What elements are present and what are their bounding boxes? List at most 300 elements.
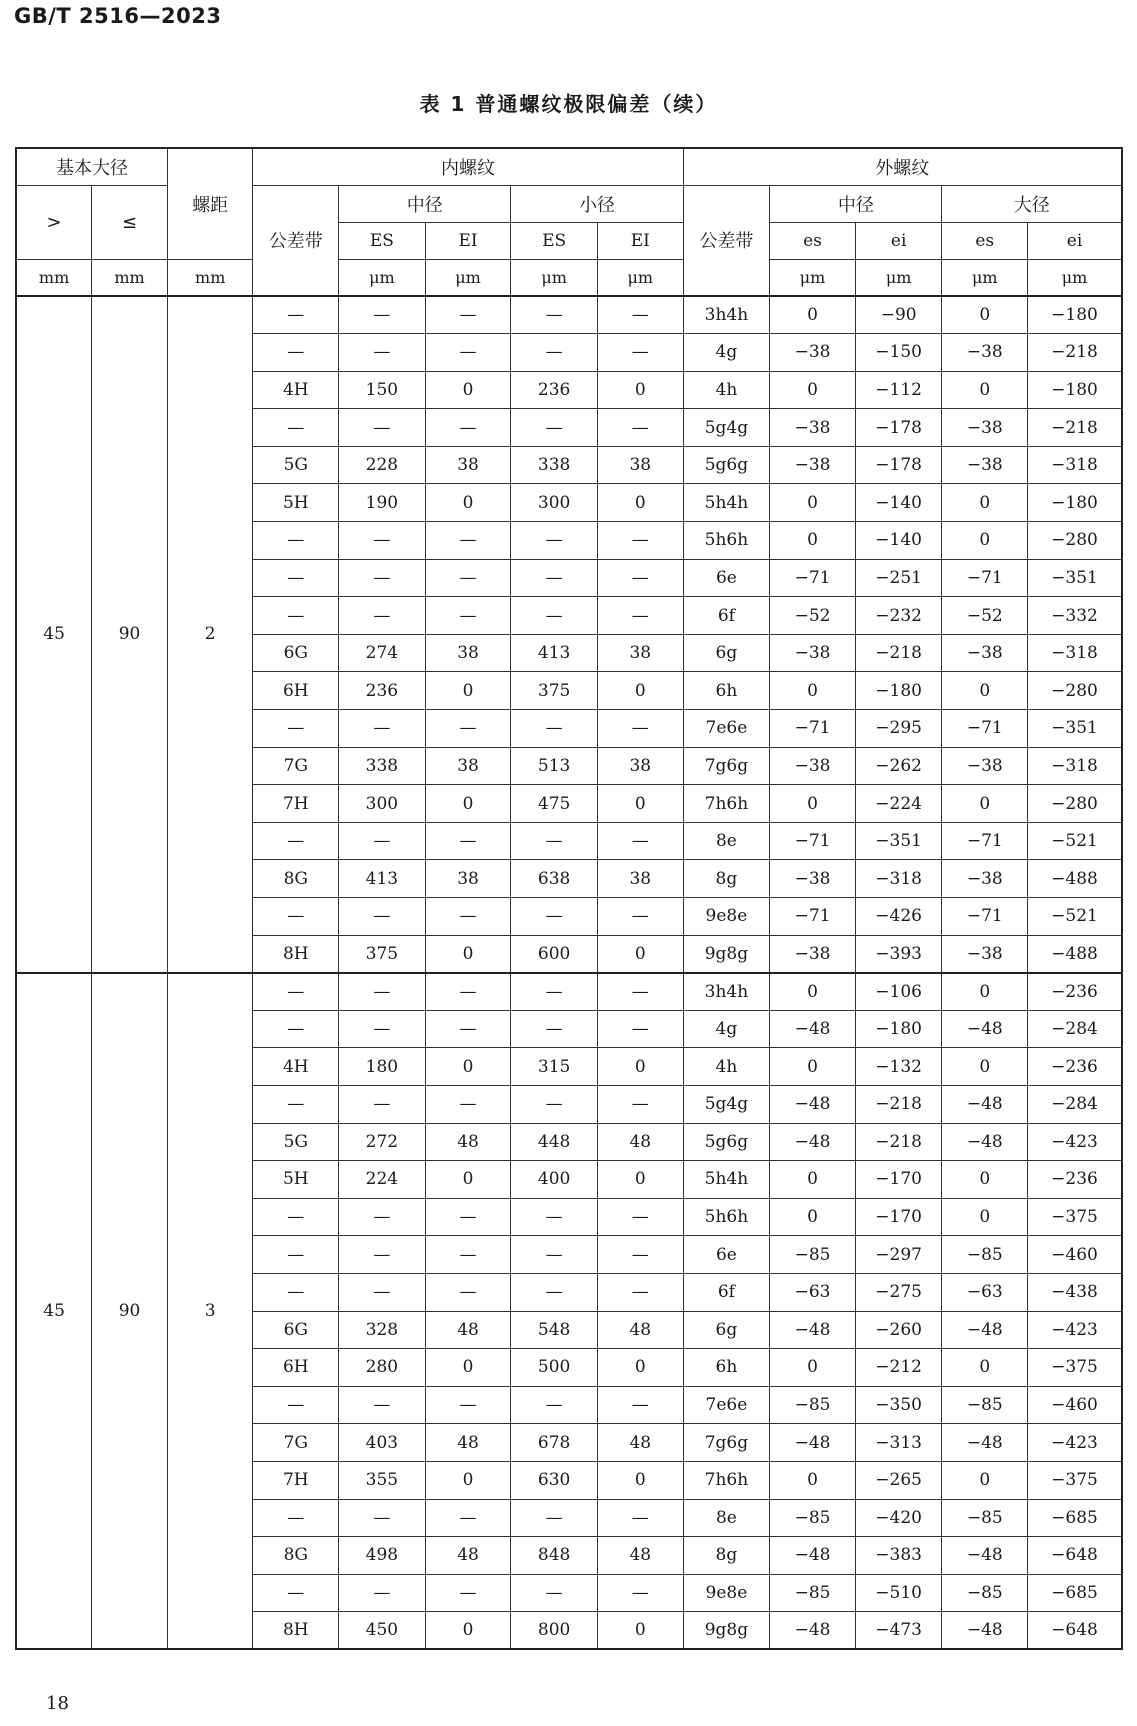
unit-um: μm [425,259,511,296]
internal-minor-es-cell: 800 [511,1612,598,1650]
internal-minor-es-cell: — [511,1198,598,1236]
external-pitch-es-cell: −48 [770,1612,856,1650]
internal-pitch-ei-cell: 0 [425,1612,511,1650]
internal-minor-es-cell: — [511,1010,598,1048]
internal-pitch-ei-cell: 0 [425,484,511,522]
internal-pitch-ei-cell: 0 [425,935,511,973]
external-major-es-cell: 0 [942,296,1028,334]
internal-minor-ei-cell: — [597,1085,683,1123]
external-pitch-es-cell: −85 [770,1574,856,1612]
external-tolerance-zone-cell: 6f [683,597,770,635]
internal-tolerance-zone-cell: — [253,597,339,635]
internal-tolerance-zone-cell: 5H [253,1161,339,1199]
diameter-gt-cell: 45 [16,973,92,1650]
internal-minor-ei-cell: 0 [597,672,683,710]
internal-pitch-es-cell: 280 [339,1349,426,1387]
external-major-ei-cell: −218 [1028,409,1122,447]
external-pitch-es-cell: −63 [770,1273,856,1311]
internal-minor-es-cell: 400 [511,1161,598,1199]
internal-minor-es-cell: — [511,822,598,860]
internal-pitch-ei-cell: 48 [425,1424,511,1462]
external-major-es-cell: −48 [942,1311,1028,1349]
external-pitch-es-cell: −48 [770,1085,856,1123]
internal-minor-ei-cell: — [597,1574,683,1612]
internal-minor-es-cell: — [511,1236,598,1274]
external-pitch-ei-cell: −180 [855,672,942,710]
page-number: 18 [46,1693,69,1714]
external-pitch-ei-cell: −318 [855,860,942,898]
internal-pitch-ei-cell: — [425,898,511,936]
external-major-es-cell: −85 [942,1574,1028,1612]
internal-pitch-es-cell: 274 [339,634,426,672]
internal-minor-ei-cell: — [597,296,683,334]
external-pitch-ei-cell: −212 [855,1349,942,1387]
internal-minor-es-cell: — [511,559,598,597]
internal-minor-ei-cell: 0 [597,371,683,409]
internal-tolerance-zone-cell: 6G [253,634,339,672]
unit-um: μm [597,259,683,296]
external-tolerance-zone-cell: 6g [683,634,770,672]
external-pitch-ei-cell: −218 [855,1123,942,1161]
es-header: es [942,222,1028,259]
external-major-ei-cell: −423 [1028,1311,1122,1349]
external-major-es-cell: −71 [942,898,1028,936]
external-pitch-ei-cell: −251 [855,559,942,597]
external-major-ei-cell: −488 [1028,860,1122,898]
external-pitch-ei-cell: −180 [855,1010,942,1048]
internal-minor-ei-cell: 48 [597,1424,683,1462]
external-major-ei-cell: −648 [1028,1612,1122,1650]
internal-pitch-es-cell: — [339,597,426,635]
external-pitch-ei-cell: −351 [855,822,942,860]
internal-minor-ei-cell: 0 [597,1461,683,1499]
external-major-es-cell: −71 [942,822,1028,860]
internal-minor-ei-cell: — [597,334,683,372]
external-pitch-ei-cell: −350 [855,1386,942,1424]
internal-pitch-es-cell: — [339,1198,426,1236]
external-tolerance-zone-cell: 6e [683,559,770,597]
external-tolerance-zone-cell: 7h6h [683,1461,770,1499]
external-pitch-ei-cell: −106 [855,973,942,1011]
internal-minor-ei-cell: — [597,559,683,597]
internal-minor-ei-cell: — [597,1273,683,1311]
external-pitch-es-cell: 0 [770,1198,856,1236]
internal-minor-es-cell: 236 [511,371,598,409]
internal-minor-es-cell: — [511,1499,598,1537]
external-major-es-cell: 0 [942,1048,1028,1086]
internal-pitch-es-cell: 413 [339,860,426,898]
external-pitch-ei-cell: −426 [855,898,942,936]
external-pitch-ei-cell: −112 [855,371,942,409]
external-major-ei-cell: −180 [1028,371,1122,409]
internal-pitch-es-cell: — [339,1236,426,1274]
external-major-es-cell: 0 [942,1198,1028,1236]
external-pitch-ei-cell: −178 [855,409,942,447]
ei-lower-header: EI [425,222,511,259]
internal-minor-ei-cell: 0 [597,1612,683,1650]
internal-pitch-ei-cell: — [425,710,511,748]
external-major-ei-cell: −423 [1028,1424,1122,1462]
external-major-ei-cell: −284 [1028,1085,1122,1123]
table-row [16,973,1122,1011]
external-tolerance-zone-cell: 4h [683,371,770,409]
external-pitch-es-cell: −71 [770,710,856,748]
external-pitch-ei-cell: −150 [855,334,942,372]
internal-pitch-es-cell: 272 [339,1123,426,1161]
external-pitch-ei-cell: −90 [855,296,942,334]
internal-pitch-ei-cell: 0 [425,785,511,823]
internal-tolerance-zone-cell: 4H [253,1048,339,1086]
external-major-ei-cell: −685 [1028,1499,1122,1537]
external-pitch-es-cell: −38 [770,409,856,447]
external-major-es-cell: 0 [942,1461,1028,1499]
internal-minor-ei-cell: 38 [597,634,683,672]
internal-pitch-es-cell: 300 [339,785,426,823]
thread-deviation-table [15,147,1123,1650]
external-tolerance-zone-cell: 5g6g [683,1123,770,1161]
external-major-ei-cell: −423 [1028,1123,1122,1161]
external-tolerance-zone-cell: 7g6g [683,1424,770,1462]
ei-header: ei [1028,222,1122,259]
internal-pitch-ei-cell: — [425,822,511,860]
external-pitch-es-cell: 0 [770,371,856,409]
internal-minor-ei-cell: 48 [597,1123,683,1161]
unit-mm: mm [16,259,92,296]
external-pitch-es-cell: 0 [770,973,856,1011]
external-major-ei-cell: −180 [1028,296,1122,334]
external-major-es-cell: −48 [942,1612,1028,1650]
external-major-ei-cell: −332 [1028,597,1122,635]
internal-pitch-es-cell: 498 [339,1537,426,1575]
unit-mm: mm [167,259,253,296]
external-tolerance-zone-cell: 9g8g [683,1612,770,1650]
external-major-es-cell: −38 [942,446,1028,484]
external-pitch-es-cell: −71 [770,898,856,936]
standard-code: GB/T 2516—2023 [14,4,222,28]
external-tolerance-zone-cell: 5h6h [683,522,770,560]
external-pitch-ei-cell: −132 [855,1048,942,1086]
unit-um: μm [339,259,426,296]
internal-tolerance-zone-cell: — [253,1386,339,1424]
table-row [16,296,1122,334]
internal-pitch-ei-cell: 38 [425,747,511,785]
internal-pitch-ei-cell: 0 [425,672,511,710]
internal-minor-es-cell: 513 [511,747,598,785]
external-tolerance-zone-cell: 5g6g [683,446,770,484]
external-pitch-es-cell: −48 [770,1424,856,1462]
external-pitch-es-cell: 0 [770,296,856,334]
internal-pitch-es-cell: — [339,1010,426,1048]
internal-pitch-es-cell: 355 [339,1461,426,1499]
internal-minor-ei-cell: 48 [597,1537,683,1575]
external-pitch-ei-cell: −232 [855,597,942,635]
unit-um: μm [942,259,1028,296]
external-thread-header: 外螺纹 [683,148,1122,185]
internal-minor-ei-cell: — [597,1236,683,1274]
internal-minor-es-cell: 848 [511,1537,598,1575]
internal-tolerance-zone-cell: 7G [253,747,339,785]
internal-tolerance-zone-cell: — [253,1574,339,1612]
internal-minor-es-cell: 375 [511,672,598,710]
internal-pitch-es-cell: 150 [339,371,426,409]
internal-thread-header: 内螺纹 [253,148,683,185]
internal-minor-es-cell: 315 [511,1048,598,1086]
internal-tolerance-zone-cell: — [253,822,339,860]
external-tolerance-zone-cell: 3h4h [683,973,770,1011]
external-major-ei-cell: −236 [1028,1161,1122,1199]
external-major-es-cell: −85 [942,1236,1028,1274]
internal-tolerance-zone-cell: — [253,1010,339,1048]
internal-minor-es-cell: 500 [511,1349,598,1387]
external-tolerance-zone-cell: 7g6g [683,747,770,785]
internal-pitch-ei-cell: — [425,1236,511,1274]
internal-pitch-ei-cell: — [425,1085,511,1123]
external-pitch-es-cell: −38 [770,634,856,672]
internal-pitch-ei-cell: — [425,409,511,447]
external-major-es-cell: −48 [942,1010,1028,1048]
external-pitch-ei-cell: −510 [855,1574,942,1612]
external-pitch-ei-cell: −170 [855,1198,942,1236]
external-major-ei-cell: −521 [1028,898,1122,936]
internal-tolerance-zone-cell: 7H [253,785,339,823]
external-pitch-ei-cell: −473 [855,1612,942,1650]
internal-minor-es-cell: — [511,597,598,635]
internal-tolerance-zone-cell: — [253,559,339,597]
internal-tolerance-zone-cell: 6G [253,1311,339,1349]
external-pitch-ei-cell: −393 [855,935,942,973]
internal-tolerance-zone-cell: 4H [253,371,339,409]
external-pitch-es-cell: −38 [770,747,856,785]
internal-tolerance-zone-cell: — [253,710,339,748]
internal-pitch-es-cell: — [339,1499,426,1537]
internal-pitch-ei-cell: 48 [425,1537,511,1575]
internal-pitch-es-cell: — [339,1085,426,1123]
external-major-ei-cell: −460 [1028,1386,1122,1424]
external-pitch-es-cell: −85 [770,1386,856,1424]
internal-tolerance-zone-cell: — [253,409,339,447]
external-tolerance-zone-cell: 5h6h [683,1198,770,1236]
internal-pitch-es-cell: 190 [339,484,426,522]
external-major-es-cell: 0 [942,973,1028,1011]
external-pitch-es-cell: 0 [770,1349,856,1387]
external-major-es-cell: −48 [942,1424,1028,1462]
internal-minor-diameter-header: 小径 [511,185,683,222]
external-pitch-ei-cell: −140 [855,522,942,560]
external-pitch-es-cell: −71 [770,822,856,860]
internal-pitch-ei-cell: — [425,334,511,372]
external-major-es-cell: −38 [942,409,1028,447]
external-major-es-cell: −48 [942,1123,1028,1161]
pitch-cell: 2 [167,296,253,973]
external-major-es-cell: 0 [942,371,1028,409]
external-pitch-es-cell: −85 [770,1499,856,1537]
internal-pitch-es-cell: — [339,296,426,334]
internal-minor-es-cell: 638 [511,860,598,898]
internal-pitch-es-cell: 338 [339,747,426,785]
internal-minor-es-cell: — [511,334,598,372]
ei-lower-header: EI [597,222,683,259]
external-tolerance-zone-cell: 8g [683,860,770,898]
external-pitch-es-cell: −38 [770,334,856,372]
internal-pitch-ei-cell: 38 [425,860,511,898]
less-equal-header: ≤ [92,185,168,259]
external-pitch-ei-cell: −265 [855,1461,942,1499]
external-pitch-ei-cell: −218 [855,634,942,672]
es-header: es [770,222,856,259]
external-major-ei-cell: −438 [1028,1273,1122,1311]
internal-pitch-es-cell: — [339,710,426,748]
unit-um: μm [511,259,598,296]
internal-minor-ei-cell: 38 [597,860,683,898]
external-pitch-ei-cell: −218 [855,1085,942,1123]
external-pitch-es-cell: 0 [770,672,856,710]
internal-tolerance-zone-cell: 5G [253,1123,339,1161]
internal-tolerance-zone-cell: — [253,522,339,560]
internal-pitch-es-cell: 328 [339,1311,426,1349]
external-major-es-cell: −48 [942,1537,1028,1575]
internal-minor-ei-cell: — [597,1499,683,1537]
internal-pitch-ei-cell: 0 [425,1461,511,1499]
external-tolerance-zone-cell: 6e [683,1236,770,1274]
internal-pitch-ei-cell: — [425,1499,511,1537]
external-pitch-es-cell: −48 [770,1537,856,1575]
external-major-es-cell: 0 [942,522,1028,560]
table-body [16,296,1122,1649]
external-tolerance-zone-cell: 9e8e [683,898,770,936]
internal-pitch-ei-cell: 0 [425,1349,511,1387]
internal-minor-es-cell: 548 [511,1311,598,1349]
unit-um: μm [855,259,942,296]
unit-um: μm [770,259,856,296]
internal-pitch-es-cell: 375 [339,935,426,973]
internal-minor-es-cell: — [511,898,598,936]
external-pitch-ei-cell: −178 [855,446,942,484]
external-pitch-ei-cell: −140 [855,484,942,522]
internal-minor-es-cell: — [511,710,598,748]
external-pitch-es-cell: −48 [770,1010,856,1048]
external-pitch-ei-cell: −275 [855,1273,942,1311]
external-major-ei-cell: −460 [1028,1236,1122,1274]
external-major-ei-cell: −284 [1028,1010,1122,1048]
internal-tolerance-zone-cell: — [253,334,339,372]
internal-pitch-es-cell: 403 [339,1424,426,1462]
internal-pitch-ei-cell: — [425,522,511,560]
internal-tolerance-zone-cell: 5G [253,446,339,484]
es-upper-header: ES [511,222,598,259]
internal-pitch-ei-cell: 48 [425,1311,511,1349]
internal-pitch-ei-cell: — [425,1273,511,1311]
internal-pitch-ei-cell: — [425,1386,511,1424]
internal-pitch-ei-cell: 0 [425,371,511,409]
external-pitch-es-cell: −38 [770,860,856,898]
internal-minor-ei-cell: — [597,1010,683,1048]
external-major-es-cell: −63 [942,1273,1028,1311]
external-major-ei-cell: −521 [1028,822,1122,860]
internal-minor-ei-cell: 38 [597,747,683,785]
external-pitch-ei-cell: −420 [855,1499,942,1537]
internal-pitch-es-cell: — [339,522,426,560]
external-pitch-ei-cell: −297 [855,1236,942,1274]
external-major-ei-cell: −648 [1028,1537,1122,1575]
external-tolerance-zone-cell: 6f [683,1273,770,1311]
external-major-ei-cell: −180 [1028,484,1122,522]
pitch-header: 螺距 [167,148,253,259]
internal-minor-ei-cell: — [597,409,683,447]
internal-minor-es-cell: 630 [511,1461,598,1499]
internal-pitch-es-cell: — [339,898,426,936]
diameter-le-cell: 90 [92,296,168,973]
external-major-es-cell: −38 [942,747,1028,785]
internal-tolerance-zone-cell: 8H [253,935,339,973]
external-major-ei-cell: −488 [1028,935,1122,973]
external-tolerance-zone-cell: 5g4g [683,409,770,447]
external-tolerance-zone-cell: 6g [683,1311,770,1349]
external-tolerance-zone-cell: 4g [683,334,770,372]
internal-pitch-es-cell: — [339,1574,426,1612]
internal-tolerance-zone-cell: 6H [253,1349,339,1387]
external-tolerance-zone-cell: 9e8e [683,1574,770,1612]
internal-minor-ei-cell: — [597,973,683,1011]
external-tolerance-zone-cell: 8e [683,1499,770,1537]
external-major-es-cell: 0 [942,1161,1028,1199]
external-pitch-diameter-header: 中径 [770,185,942,222]
external-major-ei-cell: −280 [1028,785,1122,823]
external-pitch-es-cell: −85 [770,1236,856,1274]
internal-tolerance-zone-cell: 8G [253,860,339,898]
external-pitch-es-cell: 0 [770,522,856,560]
external-pitch-es-cell: 0 [770,1048,856,1086]
internal-pitch-ei-cell: — [425,1010,511,1048]
internal-minor-ei-cell: 0 [597,935,683,973]
external-tolerance-zone-cell: 6h [683,1349,770,1387]
internal-tolerance-zone-cell: — [253,1236,339,1274]
internal-tolerance-zone-cell: 8G [253,1537,339,1575]
internal-pitch-es-cell: — [339,1386,426,1424]
unit-um: μm [1028,259,1122,296]
internal-minor-es-cell: — [511,1085,598,1123]
table-caption: 表 1 普通螺纹极限偏差（续） [419,92,718,116]
external-major-ei-cell: −685 [1028,1574,1122,1612]
external-major-es-cell: 0 [942,1349,1028,1387]
internal-minor-ei-cell: — [597,1386,683,1424]
internal-minor-es-cell: — [511,1273,598,1311]
es-upper-header: ES [339,222,426,259]
unit-mm: mm [92,259,168,296]
external-major-es-cell: −38 [942,860,1028,898]
internal-pitch-es-cell: 180 [339,1048,426,1086]
internal-minor-es-cell: — [511,522,598,560]
internal-tolerance-zone-cell: — [253,1499,339,1537]
internal-minor-es-cell: — [511,1386,598,1424]
external-major-es-cell: −85 [942,1499,1028,1537]
ei-header: ei [855,222,942,259]
internal-minor-es-cell: 678 [511,1424,598,1462]
internal-minor-es-cell: — [511,973,598,1011]
external-major-ei-cell: −318 [1028,747,1122,785]
internal-pitch-ei-cell: 0 [425,1048,511,1086]
internal-minor-ei-cell: 0 [597,1349,683,1387]
external-pitch-es-cell: −48 [770,1123,856,1161]
pitch-cell: 3 [167,973,253,1650]
external-major-ei-cell: −280 [1028,522,1122,560]
internal-pitch-ei-cell: — [425,1198,511,1236]
internal-pitch-es-cell: — [339,409,426,447]
internal-minor-es-cell: — [511,1574,598,1612]
external-major-es-cell: −38 [942,935,1028,973]
external-major-ei-cell: −375 [1028,1461,1122,1499]
internal-minor-ei-cell: — [597,522,683,560]
external-pitch-es-cell: −38 [770,446,856,484]
